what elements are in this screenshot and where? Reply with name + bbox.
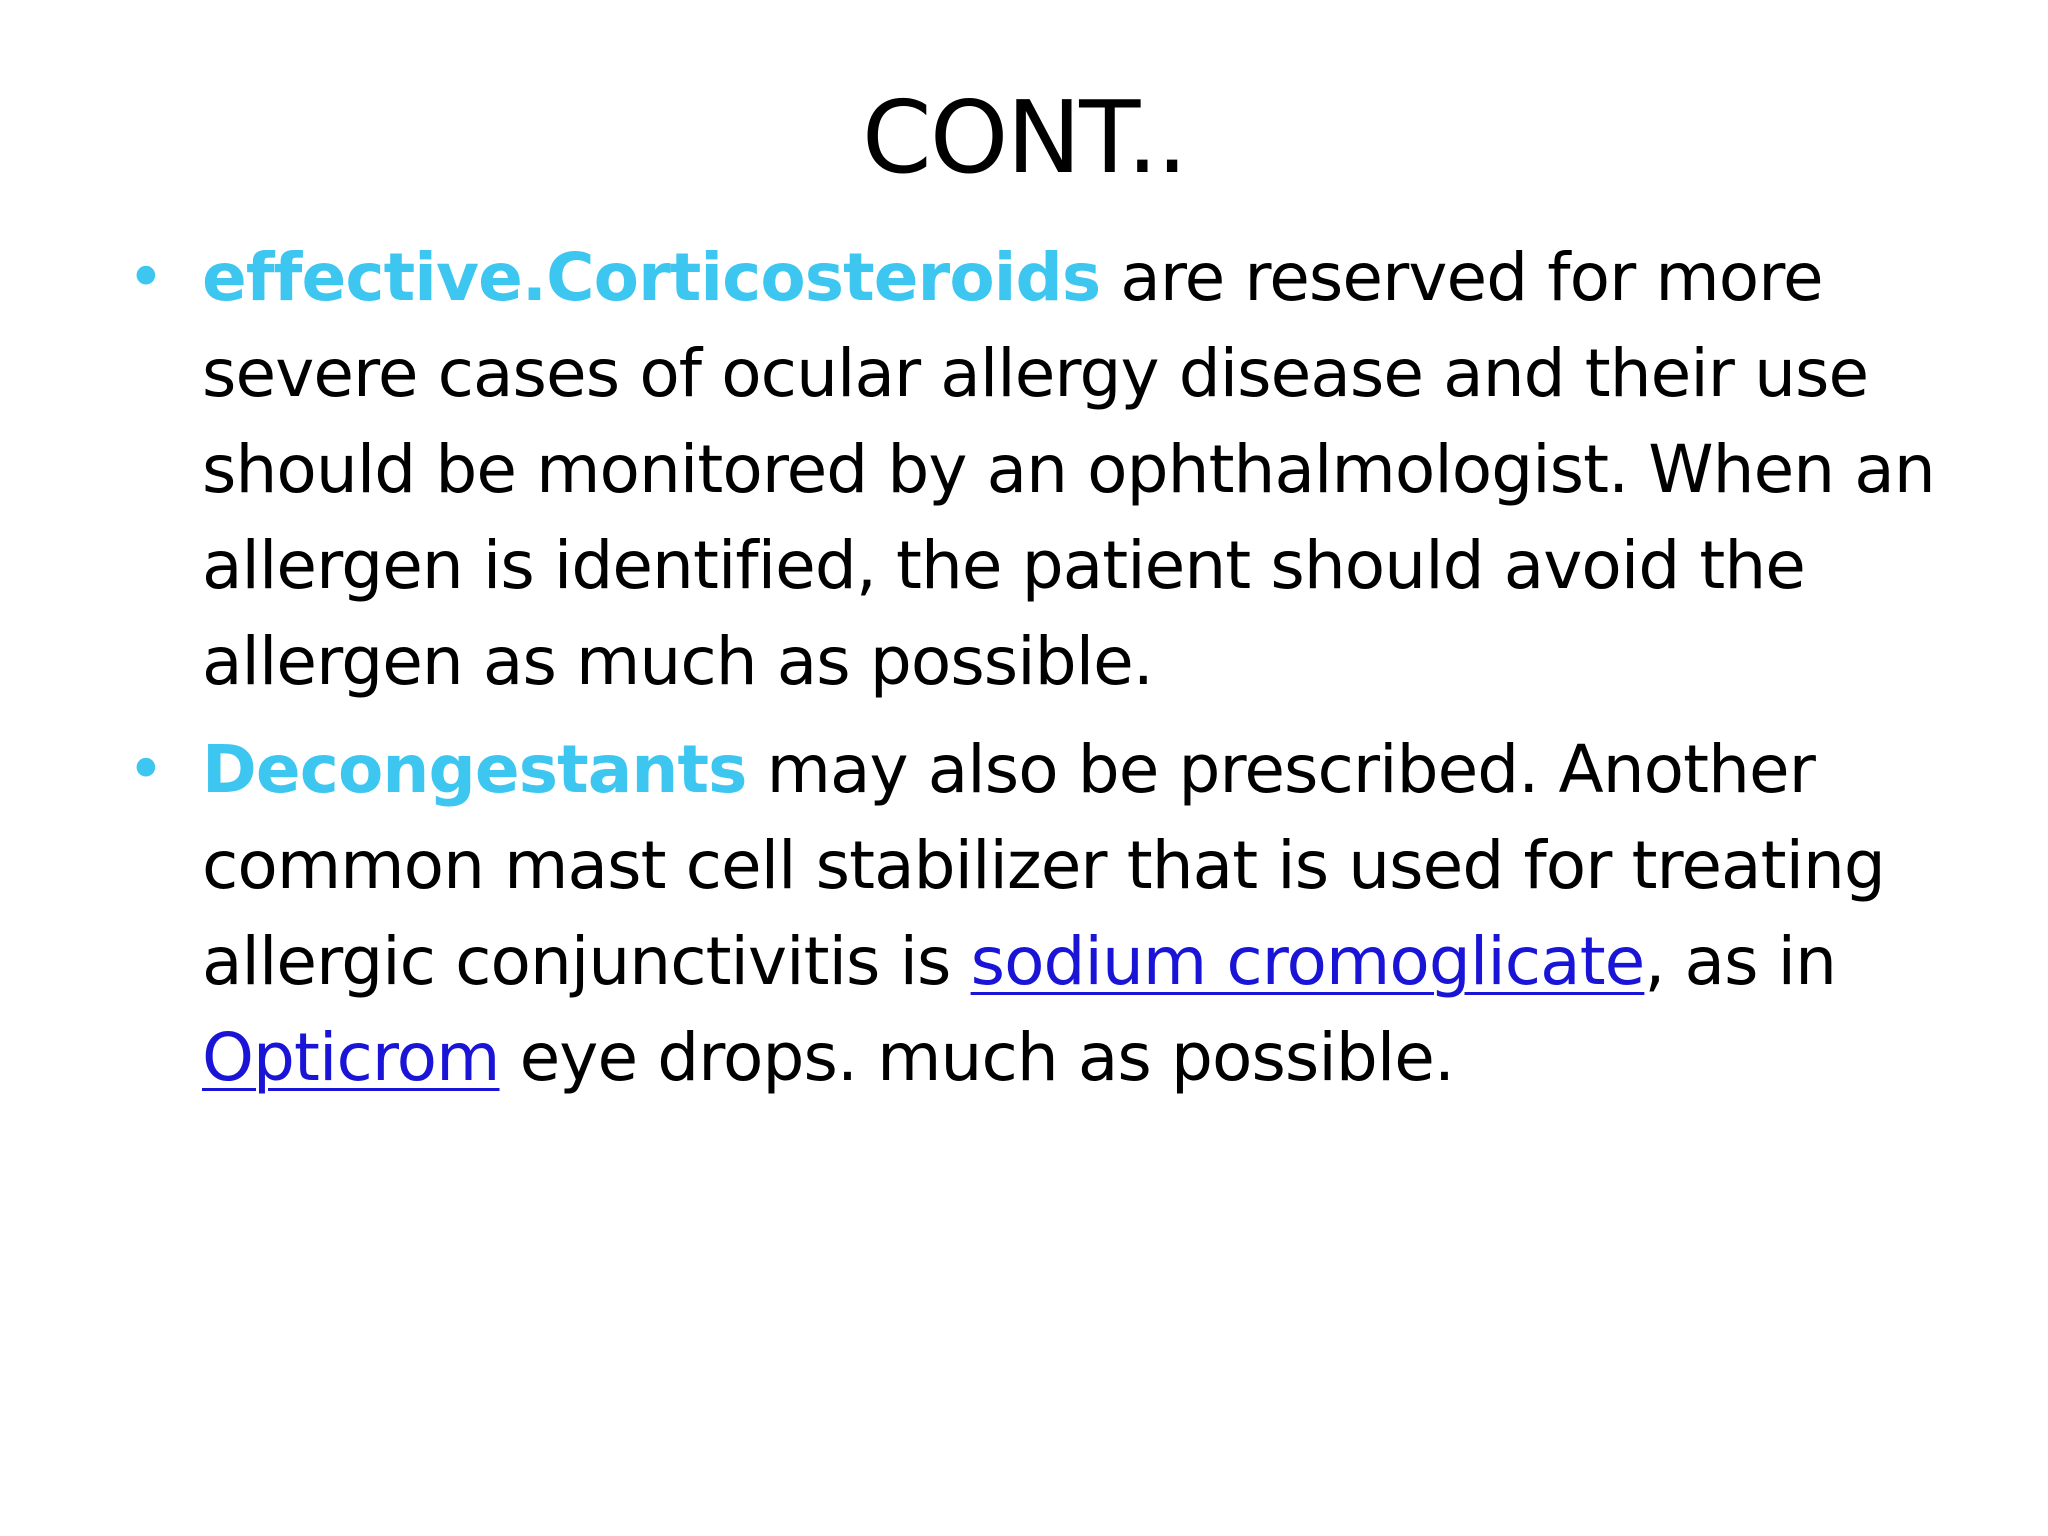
bullet-item-corticosteroids	[123, 230, 1943, 710]
opticrom-link[interactable]: Opticrom	[202, 1019, 500, 1096]
bullet-text: are reserved for more severe cases of ocular allergy disease and their use should be monitored by an ophthalmologist. When an allergen is identified, the patient should avoid the allergen as much as possible.	[202, 239, 1935, 700]
bullet-text: , as in	[1644, 923, 1837, 1000]
bullet-text: eye drops. much as possible.	[499, 1019, 1455, 1096]
highlight-term-corticosteroids: effective.Corticosteroids	[202, 239, 1101, 316]
bullet-marker: •	[127, 733, 164, 807]
slide-title: CONT..	[861, 79, 1187, 196]
bullet-item-decongestants	[123, 722, 1943, 1106]
sodium-cromoglicate-link[interactable]: sodium cromoglicate	[970, 923, 1645, 1000]
bullet-text: may also be prescribed. Another common mast cell stabilizer that is used for treating allergic conjunctivitis is	[202, 731, 1885, 1000]
bullet-list	[123, 230, 1943, 1118]
bullet-marker: •	[127, 241, 164, 315]
highlight-term-decongestants: Decongestants	[202, 731, 747, 808]
